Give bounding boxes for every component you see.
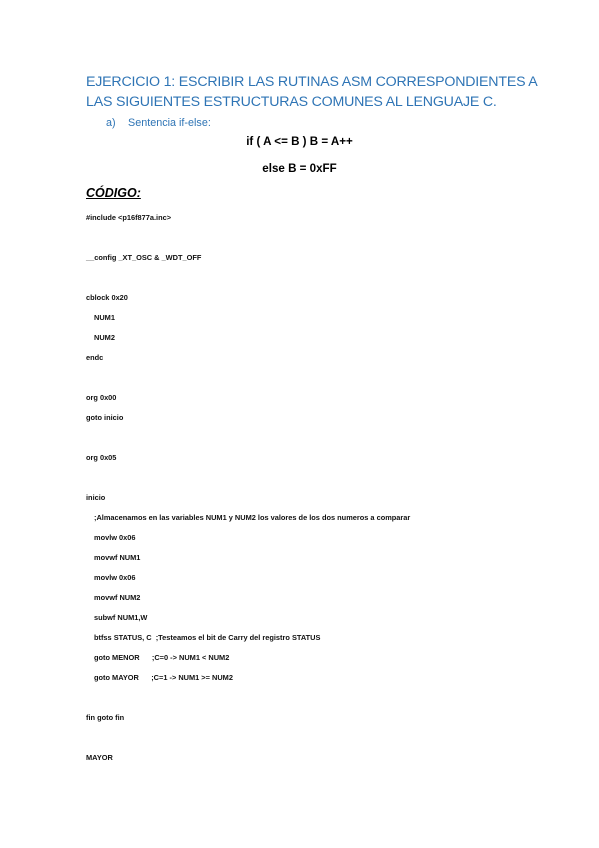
code-line: goto inicio — [86, 413, 124, 422]
code-line: __config _XT_OSC & _WDT_OFF — [86, 253, 202, 262]
list-marker: a) — [106, 117, 116, 129]
else-statement: else B = 0xFF — [262, 162, 337, 175]
list-item-text: Sentencia if-else: — [128, 117, 211, 129]
heading-line-1: EJERCICIO 1: ESCRIBIR LAS RUTINAS ASM CORRESPONDIENTES A — [86, 74, 538, 90]
code-line: goto MENOR ;C=0 -> NUM1 < NUM2 — [94, 653, 230, 662]
codigo-title: CÓDIGO: — [86, 186, 141, 200]
code-line: movwf NUM1 — [94, 553, 141, 562]
code-line: org 0x00 — [86, 393, 117, 402]
code-line: goto MAYOR ;C=1 -> NUM1 >= NUM2 — [94, 673, 233, 682]
code-line: cblock 0x20 — [86, 293, 128, 302]
heading-line-2: LAS SIGUIENTES ESTRUCTURAS COMUNES AL LENGUAJE C. — [86, 94, 497, 110]
code-line: MAYOR — [86, 753, 113, 762]
code-line: #include <p16f877a.inc> — [86, 213, 172, 222]
code-line: movlw 0x06 — [94, 533, 136, 542]
code-line: NUM1 — [94, 313, 115, 322]
list-item-a — [106, 117, 211, 129]
code-line: movwf NUM2 — [94, 593, 141, 602]
code-line: NUM2 — [94, 333, 115, 342]
exercise-heading — [86, 72, 546, 112]
if-statement: if ( A <= B ) B = A++ — [246, 135, 353, 148]
code-line: btfss STATUS, C ;Testeamos el bit de Carry del registro STATUS — [94, 633, 321, 642]
code-line: org 0x05 — [86, 453, 117, 462]
code-line: movlw 0x06 — [94, 573, 136, 582]
code-line: fin goto fin — [86, 713, 125, 722]
code-line: subwf NUM1,W — [94, 613, 148, 622]
code-line: endc — [86, 353, 104, 362]
code-line: inicio — [86, 493, 106, 502]
code-comment-line: ;Almacenamos en las variables NUM1 y NUM2 los valores de los dos numeros a comparar — [94, 513, 411, 522]
